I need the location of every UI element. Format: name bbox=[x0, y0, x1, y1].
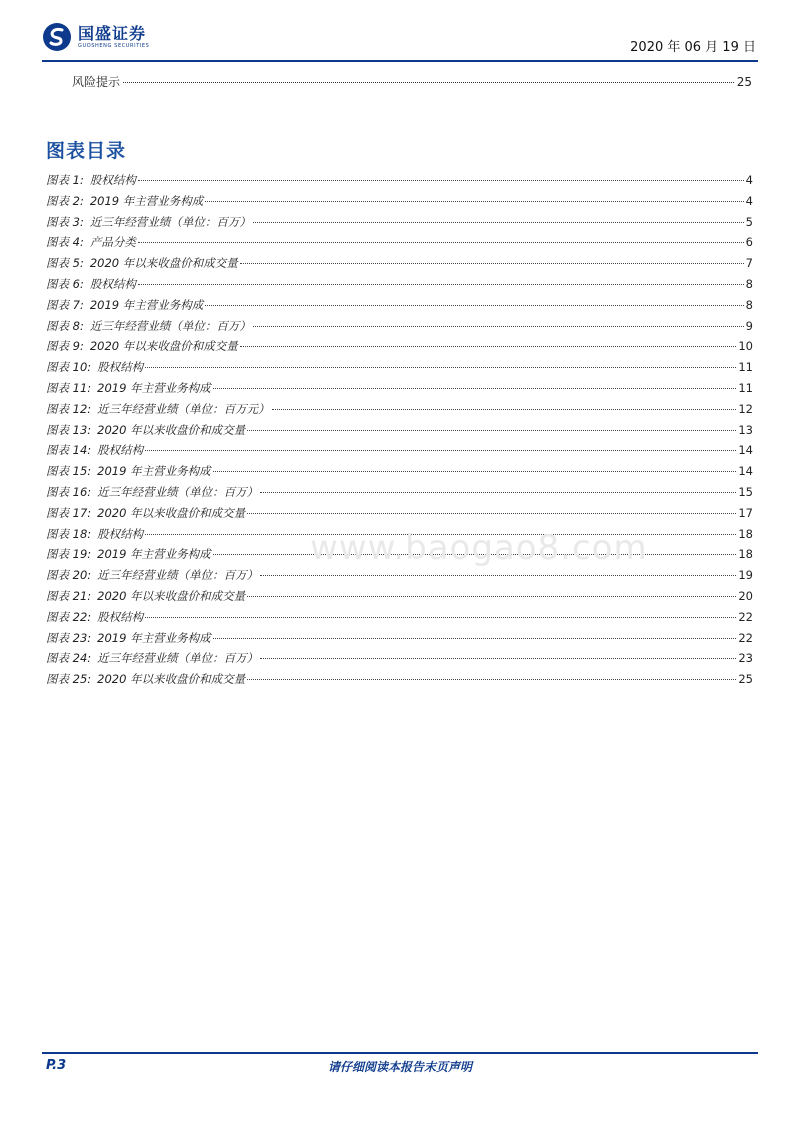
figure-title: 2019 年主营业务构成 bbox=[97, 380, 211, 395]
figure-title: 2020 年以来收盘价和成交量 bbox=[97, 672, 246, 687]
watermark: www.baogao8.com bbox=[310, 528, 648, 568]
brand-logo-icon bbox=[42, 22, 72, 52]
brand-logo bbox=[42, 22, 149, 52]
page-number: P.3 bbox=[46, 1058, 67, 1073]
figure-title: 产品分类 bbox=[89, 235, 136, 250]
figure-index-item[interactable] bbox=[46, 630, 753, 651]
figure-index-list bbox=[46, 172, 753, 692]
dot-leader bbox=[260, 575, 736, 576]
figure-title: 2020 年以来收盘价和成交量 bbox=[89, 339, 238, 354]
dot-leader bbox=[145, 367, 736, 368]
figure-page: 6 bbox=[745, 235, 753, 250]
figure-label: 图表 5: bbox=[46, 256, 84, 271]
dot-leader bbox=[253, 222, 744, 223]
figure-index-item[interactable] bbox=[46, 671, 753, 692]
figure-index-item[interactable] bbox=[46, 193, 753, 214]
header-divider bbox=[42, 60, 758, 62]
dot-leader bbox=[272, 409, 737, 410]
figure-title: 近三年经营业绩（单位：百万） bbox=[89, 318, 251, 333]
figure-index-item[interactable] bbox=[46, 338, 753, 359]
figure-index-item[interactable] bbox=[46, 422, 753, 443]
figure-title: 2019 年主营业务构成 bbox=[89, 297, 204, 312]
figure-title: 股权结构 bbox=[89, 276, 136, 291]
brand-name: 国盛证券 bbox=[78, 23, 147, 43]
figure-page: 15 bbox=[738, 484, 753, 499]
figure-index-item[interactable] bbox=[46, 214, 753, 235]
figure-title: 股权结构 bbox=[89, 173, 136, 187]
figure-page: 12 bbox=[738, 401, 753, 416]
figure-label: 图表 11: bbox=[46, 380, 92, 395]
figure-title: 股权结构 bbox=[97, 443, 144, 458]
figure-page: 8 bbox=[745, 276, 753, 291]
figure-page: 18 bbox=[738, 526, 753, 541]
figure-index-item[interactable] bbox=[46, 276, 753, 297]
dot-leader bbox=[213, 638, 737, 639]
figure-title: 2020 年以来收盘价和成交量 bbox=[89, 256, 238, 271]
figure-label: 图表 12: bbox=[46, 401, 92, 416]
figure-page: 20 bbox=[738, 588, 753, 603]
dot-leader bbox=[247, 430, 736, 431]
figure-label: 图表 18: bbox=[46, 526, 92, 541]
figure-page: 22 bbox=[738, 630, 753, 645]
toc-entry-title: 风险提示 bbox=[72, 75, 121, 89]
dot-leader bbox=[253, 326, 744, 327]
dot-leader bbox=[123, 82, 734, 83]
figure-label: 图表 22: bbox=[46, 609, 92, 624]
figure-label: 图表 7: bbox=[46, 297, 84, 312]
figure-label: 图表 14: bbox=[46, 443, 92, 458]
figure-page: 7 bbox=[745, 256, 753, 271]
figure-label: 图表 16: bbox=[46, 484, 92, 499]
figure-index-item[interactable] bbox=[46, 567, 753, 588]
figure-title: 近三年经营业绩（单位：百万） bbox=[97, 484, 259, 499]
figure-page: 11 bbox=[738, 380, 753, 395]
figure-index-title: 图表目录 bbox=[46, 140, 127, 162]
dot-leader bbox=[213, 471, 737, 472]
figure-index-item[interactable] bbox=[46, 359, 753, 380]
figure-label: 图表 25: bbox=[46, 672, 92, 687]
figure-index-item[interactable] bbox=[46, 234, 753, 255]
figure-title: 股权结构 bbox=[97, 526, 144, 541]
figure-title: 近三年经营业绩（单位：百万） bbox=[97, 568, 259, 583]
dot-leader bbox=[138, 242, 744, 243]
dot-leader bbox=[138, 284, 744, 285]
figure-label: 图表 6: bbox=[46, 276, 84, 291]
figure-title: 股权结构 bbox=[97, 360, 144, 375]
figure-title: 近三年经营业绩（单位：百万） bbox=[97, 651, 259, 666]
figure-page: 22 bbox=[738, 609, 753, 624]
footer-disclaimer: 请仔细阅读本报告末页声明 bbox=[327, 1060, 472, 1074]
figure-title: 股权结构 bbox=[97, 609, 144, 624]
figure-page: 17 bbox=[738, 505, 753, 520]
dot-leader bbox=[247, 679, 736, 680]
figure-label: 图表 8: bbox=[46, 318, 84, 333]
figure-label: 图表 4: bbox=[46, 235, 84, 250]
figure-page: 11 bbox=[738, 360, 753, 375]
figure-page: 13 bbox=[738, 422, 753, 437]
dot-leader bbox=[260, 492, 736, 493]
figure-index-item[interactable] bbox=[46, 401, 753, 422]
figure-title: 2019 年主营业务构成 bbox=[97, 630, 211, 645]
toc-entry-page: 25 bbox=[736, 75, 752, 89]
dot-leader bbox=[138, 180, 744, 181]
figure-index-item[interactable] bbox=[46, 318, 753, 339]
figure-page: 19 bbox=[738, 568, 753, 583]
figure-label: 图表 10: bbox=[46, 360, 92, 375]
dot-leader bbox=[213, 388, 737, 389]
figure-index-item[interactable] bbox=[46, 172, 753, 193]
figure-title: 2019 年主营业务构成 bbox=[97, 547, 211, 562]
figure-index-item[interactable] bbox=[46, 442, 753, 463]
figure-page: 14 bbox=[738, 443, 753, 458]
report-date: 2020 年 06 月 19 日 bbox=[630, 40, 756, 55]
figure-label: 图表 20: bbox=[46, 568, 92, 583]
figure-title: 2020 年以来收盘价和成交量 bbox=[97, 588, 246, 603]
figure-page: 25 bbox=[738, 672, 753, 687]
footer-divider bbox=[42, 1052, 758, 1054]
figure-page: 18 bbox=[738, 547, 753, 562]
figure-label: 图表 17: bbox=[46, 505, 92, 520]
figure-page: 14 bbox=[738, 464, 753, 479]
dot-leader bbox=[205, 305, 743, 306]
figure-label: 图表 19: bbox=[46, 547, 92, 562]
figure-page: 9 bbox=[745, 318, 753, 333]
figure-title: 2020 年以来收盘价和成交量 bbox=[97, 422, 246, 437]
figure-title: 2019 年主营业务构成 bbox=[89, 193, 204, 208]
figure-index-item[interactable] bbox=[46, 463, 753, 484]
figure-index-item[interactable] bbox=[46, 297, 753, 318]
figure-label: 图表 13: bbox=[46, 422, 92, 437]
dot-leader bbox=[145, 617, 736, 618]
figure-title: 近三年经营业绩（单位：百万元） bbox=[97, 401, 270, 416]
figure-label: 图表 15: bbox=[46, 464, 92, 479]
figure-index-item[interactable] bbox=[46, 255, 753, 276]
toc-entry-risk[interactable] bbox=[72, 73, 752, 90]
figure-title: 近三年经营业绩（单位：百万） bbox=[89, 214, 251, 229]
figure-title: 2020 年以来收盘价和成交量 bbox=[97, 505, 246, 520]
dot-leader bbox=[205, 201, 743, 202]
page-header bbox=[42, 22, 758, 62]
figure-label: 图表 21: bbox=[46, 588, 92, 603]
figure-index-item[interactable] bbox=[46, 484, 753, 505]
figure-label: 图表 3: bbox=[46, 214, 84, 229]
figure-page: 5 bbox=[745, 214, 753, 229]
figure-page: 10 bbox=[738, 339, 753, 354]
figure-label: 图表 9: bbox=[46, 339, 84, 354]
figure-title: 2019 年主营业务构成 bbox=[97, 464, 211, 479]
figure-index-item[interactable] bbox=[46, 609, 753, 630]
figure-label: 图表 2: bbox=[46, 193, 84, 208]
figure-label: 图表 24: bbox=[46, 651, 92, 666]
figure-index-item[interactable] bbox=[46, 588, 753, 609]
dot-leader bbox=[247, 513, 736, 514]
dot-leader bbox=[145, 450, 736, 451]
dot-leader bbox=[240, 263, 744, 264]
figure-index-item[interactable] bbox=[46, 505, 753, 526]
figure-page: 8 bbox=[745, 297, 753, 312]
figure-index-item[interactable] bbox=[46, 650, 753, 671]
figure-page: 4 bbox=[745, 173, 753, 187]
brand-subtitle: GUOSHENG SECURITIES bbox=[78, 42, 150, 49]
dot-leader bbox=[247, 596, 736, 597]
figure-label: 图表 23: bbox=[46, 630, 92, 645]
figure-page: 4 bbox=[745, 193, 753, 208]
figure-label: 图表 1: bbox=[46, 173, 84, 187]
dot-leader bbox=[240, 346, 737, 347]
figure-index-item[interactable] bbox=[46, 380, 753, 401]
figure-page: 23 bbox=[738, 651, 753, 666]
dot-leader bbox=[260, 658, 736, 659]
